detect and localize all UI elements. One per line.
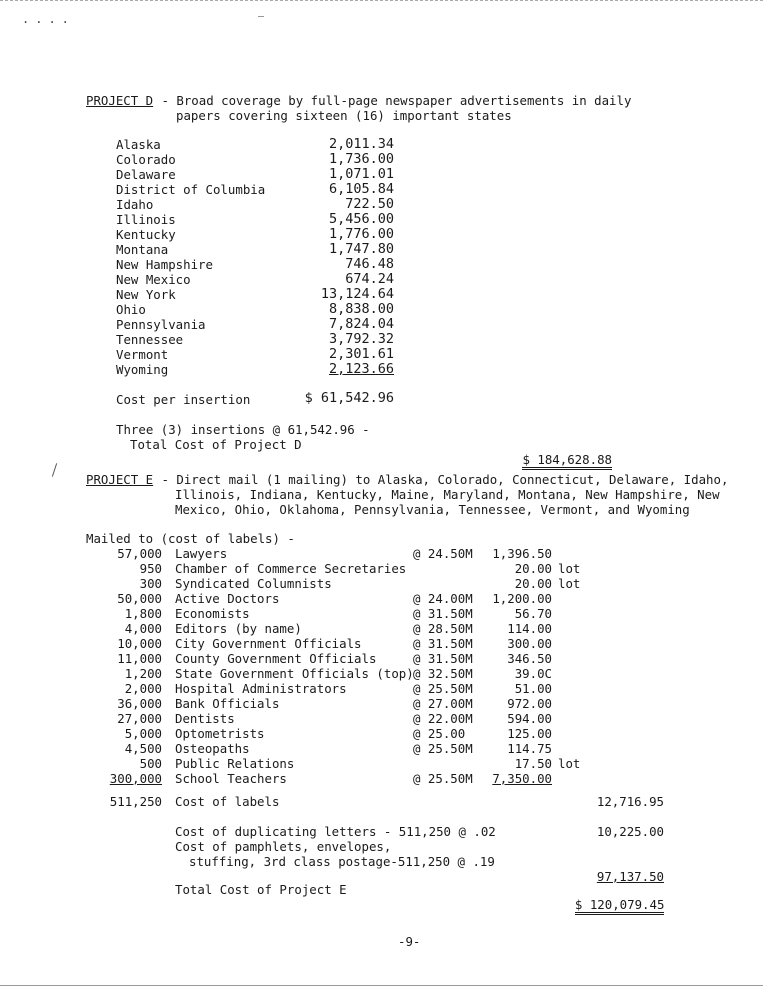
mail-cost: 346.50 [507, 651, 552, 666]
state-name: Tennessee [116, 332, 184, 347]
scan-mark [258, 16, 264, 17]
page-bottom-border [0, 985, 763, 986]
state-amount: 2,011.34 [328, 136, 394, 152]
state-amount: 8,838.00 [328, 301, 394, 317]
mail-rate: @ 31.50M [413, 606, 473, 621]
duplicating-value: 10,225.00 [596, 824, 664, 839]
state-name: Idaho [116, 197, 154, 212]
state-amount: 7,824.04 [328, 316, 394, 332]
state-name: Ohio [116, 302, 146, 317]
mail-cost: 20.00 [514, 561, 552, 576]
mail-cost: 39.0C [514, 666, 552, 681]
project-e-total-label: Total Cost of Project E [175, 882, 347, 897]
mail-cost: 1,396.50 [492, 546, 552, 561]
mail-cost: 20.00 [514, 576, 552, 591]
state-amount: 3,792.32 [328, 331, 394, 347]
mail-cost: 51.00 [514, 681, 552, 696]
mail-rate: @ 24.50M [413, 546, 473, 561]
state-amount: 2,301.61 [328, 346, 394, 362]
mail-cost: 594.00 [507, 711, 552, 726]
project-d-desc-line1: - Broad coverage by full-page newspaper advertisements in daily [154, 93, 632, 108]
scan-dots: .... [22, 12, 75, 26]
pamphlets-line2: stuffing, 3rd class postage-511,250 @ .19 [189, 854, 495, 869]
duplicating-label: Cost of duplicating letters - 511,250 @ .02 [175, 824, 496, 839]
mail-qty: 4,500 [124, 741, 162, 756]
state-name: New York [116, 287, 176, 302]
state-amount: 1,071.01 [328, 166, 394, 182]
mail-cost: 114.00 [507, 621, 552, 636]
mail-note: lot [558, 756, 581, 771]
mail-note: lot [558, 561, 581, 576]
mail-cost: 300.00 [507, 636, 552, 651]
mail-recipient: Public Relations [175, 756, 295, 771]
mail-recipient: City Government Officials [175, 636, 362, 651]
state-amount: 5,456.00 [328, 211, 394, 227]
state-name: New Mexico [116, 272, 191, 287]
mail-cost: 114.75 [507, 741, 552, 756]
mail-recipient: Bank Officials [175, 696, 280, 711]
mail-rate: @ 31.50M [413, 636, 473, 651]
mail-recipient: School Teachers [175, 771, 287, 786]
state-amount: 1,747.80 [328, 241, 394, 257]
state-name: Vermont [116, 347, 169, 362]
mail-qty: 1,200 [124, 666, 162, 681]
mailed-to-heading: Mailed to (cost of labels) - [86, 531, 295, 546]
mail-rate: @ 25.50M [413, 771, 473, 786]
mail-qty: 300 [139, 576, 162, 591]
state-name: Colorado [116, 152, 176, 167]
labels-cost-label: Cost of labels [175, 794, 280, 809]
state-name: Wyoming [116, 362, 169, 377]
state-amount: 722.50 [345, 196, 394, 212]
mail-qty: 4,000 [124, 621, 162, 636]
mail-rate: @ 24.00M [413, 591, 473, 606]
mail-qty: 5,000 [124, 726, 162, 741]
project-e-label: PROJECT E [86, 472, 154, 487]
labels-cost-value: 12,716.95 [596, 794, 664, 809]
margin-mark [52, 463, 57, 477]
mail-recipient: County Government Officials [175, 651, 377, 666]
mail-cost: 972.00 [507, 696, 552, 711]
mail-rate: @ 25.00 [413, 726, 466, 741]
mail-qty: 1,800 [124, 606, 162, 621]
pamphlets-value: 97,137.50 [596, 869, 664, 884]
state-name: Pennsylvania [116, 317, 206, 332]
project-d-total-wrap [500, 437, 612, 467]
state-amount-underlined: 2,123.66 [328, 361, 394, 377]
project-d-label: PROJECT D [86, 93, 154, 108]
mail-qty-underlined: 300,000 [109, 771, 162, 786]
state-name: Kentucky [116, 227, 176, 242]
state-amount: 746.48 [345, 256, 394, 272]
project-e-desc-line2: Illinois, Indiana, Kentucky, Maine, Maryland, Montana, New Hampshire, New [175, 487, 720, 502]
mail-qty: 36,000 [117, 696, 162, 711]
mail-rate: @ 25.50M [413, 681, 473, 696]
mail-rate: @ 28.50M [413, 621, 473, 636]
mail-qty: 27,000 [117, 711, 162, 726]
mail-recipient: Chamber of Commerce Secretaries [175, 561, 407, 576]
project-e-desc-line3: Mexico, Ohio, Oklahoma, Pennsylvania, Tennessee, Vermont, and Wyoming [175, 502, 690, 517]
project-e-total-value: $ 120,079.45 [575, 897, 665, 915]
mail-recipient: Osteopaths [175, 741, 250, 756]
page-number: -9- [398, 934, 421, 949]
cost-per-insertion-label: Cost per insertion [116, 392, 251, 407]
mail-rate: @ 22.00M [413, 711, 473, 726]
state-amount: 13,124.64 [320, 286, 394, 302]
mail-recipient: Hospital Administrators [175, 681, 347, 696]
project-d-total-label: Total Cost of Project D [130, 437, 302, 452]
project-d-total-value: $ 184,628.88 [522, 452, 612, 470]
pamphlets-value-wrap [570, 854, 664, 884]
project-d-desc-line2: papers covering sixteen (16) important states [176, 108, 512, 123]
state-amount: 674.24 [345, 271, 394, 287]
project-e-desc-line1: - Direct mail (1 mailing) to Alaska, Colorado, Connecticut, Delaware, Idaho, [154, 472, 729, 487]
mail-qty: 2,000 [124, 681, 162, 696]
mail-recipient: Economists [175, 606, 250, 621]
mail-recipient: Syndicated Columnists [175, 576, 332, 591]
mail-qty: 50,000 [117, 591, 162, 606]
mail-qty: 57,000 [117, 546, 162, 561]
mail-rate: @ 31.50M [413, 651, 473, 666]
state-name: Delaware [116, 167, 176, 182]
mail-qty [100, 771, 162, 786]
state-name: Alaska [116, 137, 161, 152]
mail-cost: 17.50 [514, 756, 552, 771]
mail-cost-underlined: 7,350.00 [492, 771, 552, 786]
mail-recipient: Optometrists [175, 726, 265, 741]
mail-recipient: Lawyers [175, 546, 228, 561]
labels-total-qty: 511,250 [109, 794, 162, 809]
mail-qty: 11,000 [117, 651, 162, 666]
mail-cost: 1,200.00 [492, 591, 552, 606]
state-name: New Hampshire [116, 257, 213, 272]
state-name: Montana [116, 242, 169, 257]
state-amount: 1,776.00 [328, 226, 394, 242]
state-name: District of Columbia [116, 182, 266, 197]
mail-recipient: Active Doctors [175, 591, 280, 606]
state-amount: 6,105.84 [328, 181, 394, 197]
mail-recipient: Dentists [175, 711, 235, 726]
mail-rate: @ 27.00M [413, 696, 473, 711]
mail-recipient: Editors (by name) [175, 621, 302, 636]
pamphlets-line1: Cost of pamphlets, envelopes, [175, 839, 392, 854]
state-amount [290, 362, 394, 377]
page-top-border [0, 0, 763, 1]
mail-qty: 950 [139, 561, 162, 576]
mail-qty: 10,000 [117, 636, 162, 651]
mail-recipient: State Government Officials (top) [175, 666, 414, 681]
state-amount: 1,736.00 [328, 151, 394, 167]
mail-rate: @ 32.50M [413, 666, 473, 681]
mail-note: lot [558, 576, 581, 591]
insertions-line: Three (3) insertions @ 61,542.96 - [116, 422, 370, 437]
state-name: Illinois [116, 212, 176, 227]
mail-qty: 500 [139, 756, 162, 771]
project-e-total-wrap [560, 882, 664, 912]
cost-per-insertion-value: $ 61,542.96 [304, 390, 394, 406]
mail-cost: 125.00 [507, 726, 552, 741]
mail-rate: @ 25.50M [413, 741, 473, 756]
mail-cost: 56.70 [514, 606, 552, 621]
mail-cost [486, 771, 552, 786]
